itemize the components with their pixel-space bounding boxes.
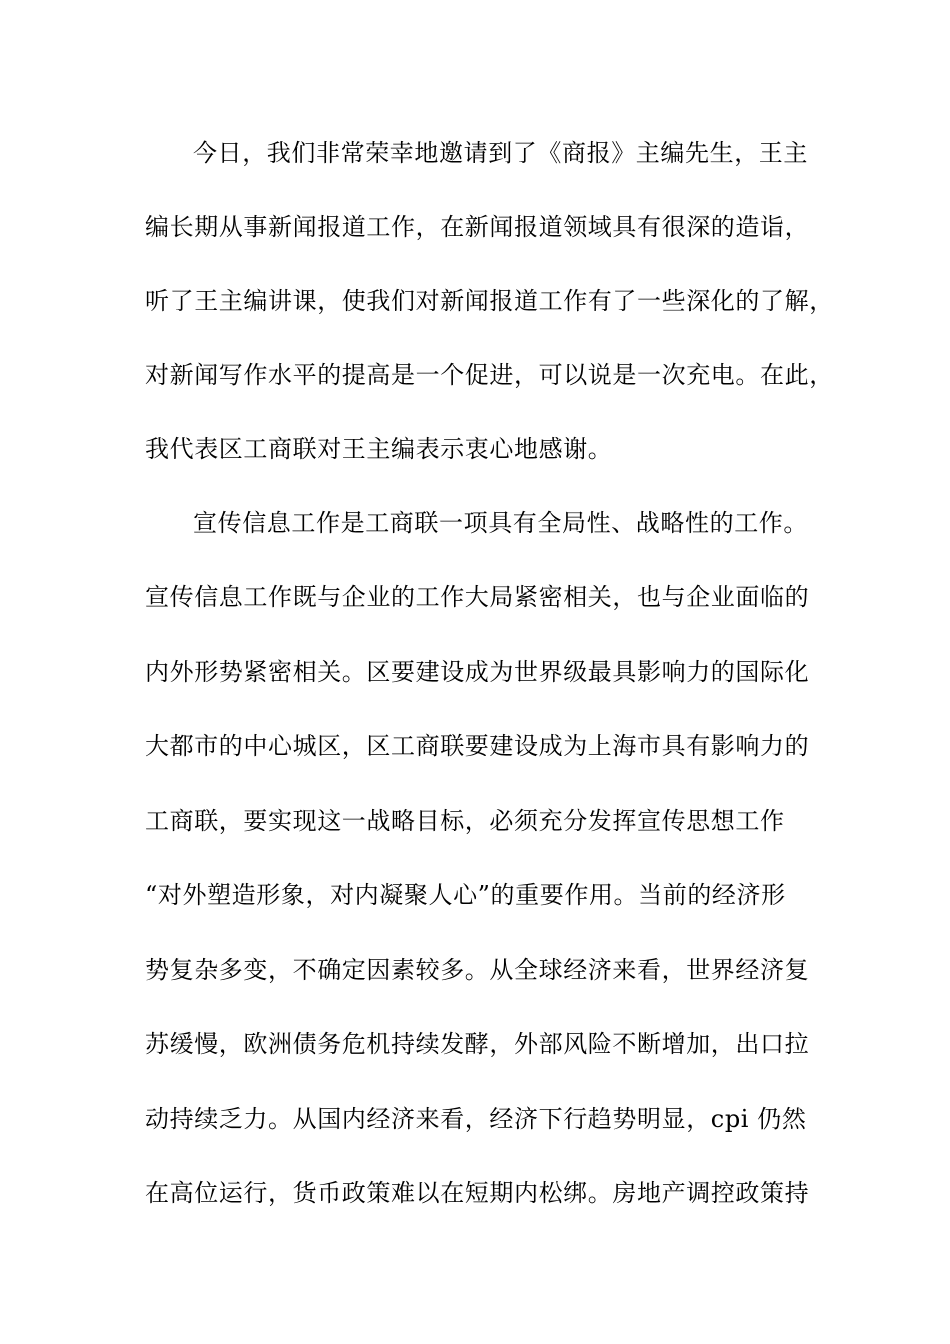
text-line: 动持续乏力。从国内经济来看，经济下行趋势明显，cpi 仍然 — [145, 1105, 807, 1133]
text-line: 听了王主编讲课，使我们对新闻报道工作有了一些深化的了解， — [145, 287, 834, 315]
text-line: 宣传信息工作既与企业的工作大局紧密相关，也与企业面临的 — [145, 583, 810, 611]
text-line: 大都市的中心城区，区工商联要建设成为上海市具有影响力的 — [145, 732, 810, 760]
text-line: “对外塑造形象，对内凝聚人心”的重要作用。当前的经济形 — [145, 881, 786, 909]
text-line: 我代表区工商联对王主编表示衷心地感谢。 — [145, 435, 613, 463]
text-line: 对新闻写作水平的提高是一个促进，可以说是一次充电。在此， — [145, 361, 834, 389]
text-line: 编长期从事新闻报道工作，在新闻报道领域具有很深的造诣， — [145, 213, 810, 241]
text-line: 内外形势紧密相关。区要建设成为世界级最具影响力的国际化 — [145, 658, 810, 686]
text-line: 宣传信息工作是工商联一项具有全局性、战略性的工作。 — [193, 509, 808, 537]
text-line: 今日，我们非常荣幸地邀请到了《商报》主编先生，王主 — [193, 139, 808, 167]
text-line: 在高位运行，货币政策难以在短期内松绑。房地产调控政策持 — [145, 1179, 810, 1207]
text-line: 工商联，要实现这一战略目标，必须充分发挥宣传思想工作 — [145, 807, 785, 835]
text-line: 势复杂多变，不确定因素较多。从全球经济来看，世界经济复 — [145, 956, 810, 984]
text-line: 苏缓慢，欧洲债务危机持续发酵，外部风险不断增加，出口拉 — [145, 1030, 810, 1058]
